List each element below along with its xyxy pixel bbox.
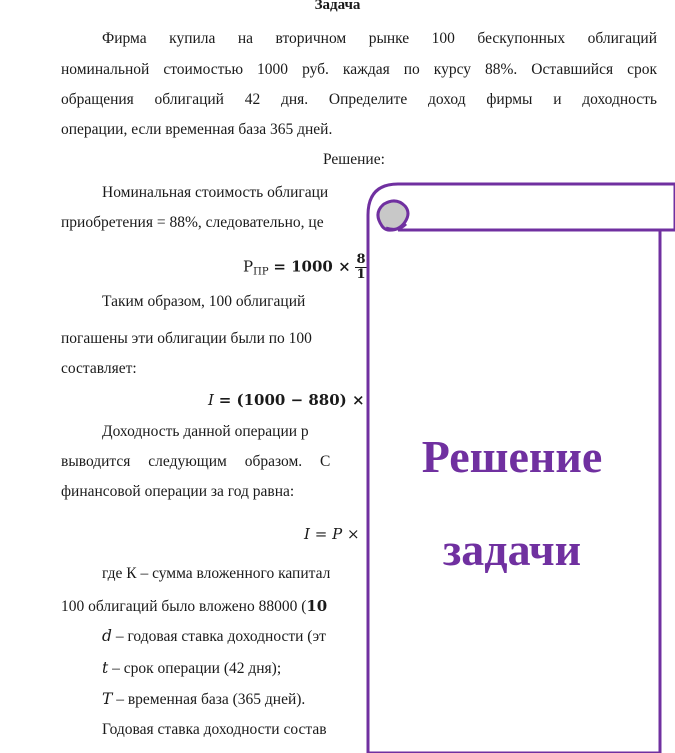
paragraph2-line-1: Таким образом, 100 облигаций bbox=[102, 293, 306, 310]
problem-line-2: номинальной стоимостью 1000 руб. каждая по курсу 88%. Оставшийся срок bbox=[61, 61, 657, 78]
fraction: $\frac{8}{1}$ bbox=[356, 252, 366, 282]
formula-purchase-price: $Р_{ПР} = 1000$ × $\frac{8}{1}$ bbox=[243, 252, 366, 282]
paragraph3-line-1: Доходность данной операции р bbox=[102, 423, 309, 440]
banner-title-line-1: Решение bbox=[421, 431, 603, 482]
where-k-line-2: 100 облигаций было вложено 88000 (10 bbox=[61, 597, 328, 615]
paragraph3-line-2: выводится следующим образом. С bbox=[61, 453, 331, 470]
problem-line-3: обращения облигаций 42 дня. Определите доход фирмы и доходность bbox=[61, 91, 657, 108]
formula-annual-income: I = P × bbox=[304, 525, 360, 543]
paragraph1-line-2: приобретения = 88%, следовательно, це bbox=[61, 214, 324, 231]
problem-line-1: Фирма купила на вторичном рынке 100 бескупонных облигаций bbox=[102, 30, 657, 47]
last-line: Годовая ставка доходности состав bbox=[102, 721, 327, 738]
where-T-line: T – временная база (365 дней). bbox=[102, 690, 306, 708]
where-t-line: t – срок операции (42 дня); bbox=[102, 659, 282, 677]
paragraph3-line-3: финансовой операции за год равна: bbox=[61, 483, 295, 500]
where-k-line: где К – сумма вложенного капитал bbox=[102, 565, 331, 582]
paragraph1-line-1: Номинальная стоимость облигаци bbox=[102, 184, 329, 201]
banner-title-line-2: задачи bbox=[442, 524, 582, 575]
problem-line-4: операции, если временная база 365 дней. bbox=[61, 121, 333, 138]
solution-heading: Решение: bbox=[323, 151, 385, 168]
paragraph2-line-2: погашены эти облигации были по 100 bbox=[61, 330, 312, 347]
problem-title: Задача bbox=[314, 0, 361, 13]
formula-income: I = (1000 − 880) × bbox=[208, 391, 365, 409]
paragraph2-line-3: составляет: bbox=[61, 360, 137, 377]
where-d-line: d – годовая ставка доходности (эт bbox=[102, 627, 326, 645]
